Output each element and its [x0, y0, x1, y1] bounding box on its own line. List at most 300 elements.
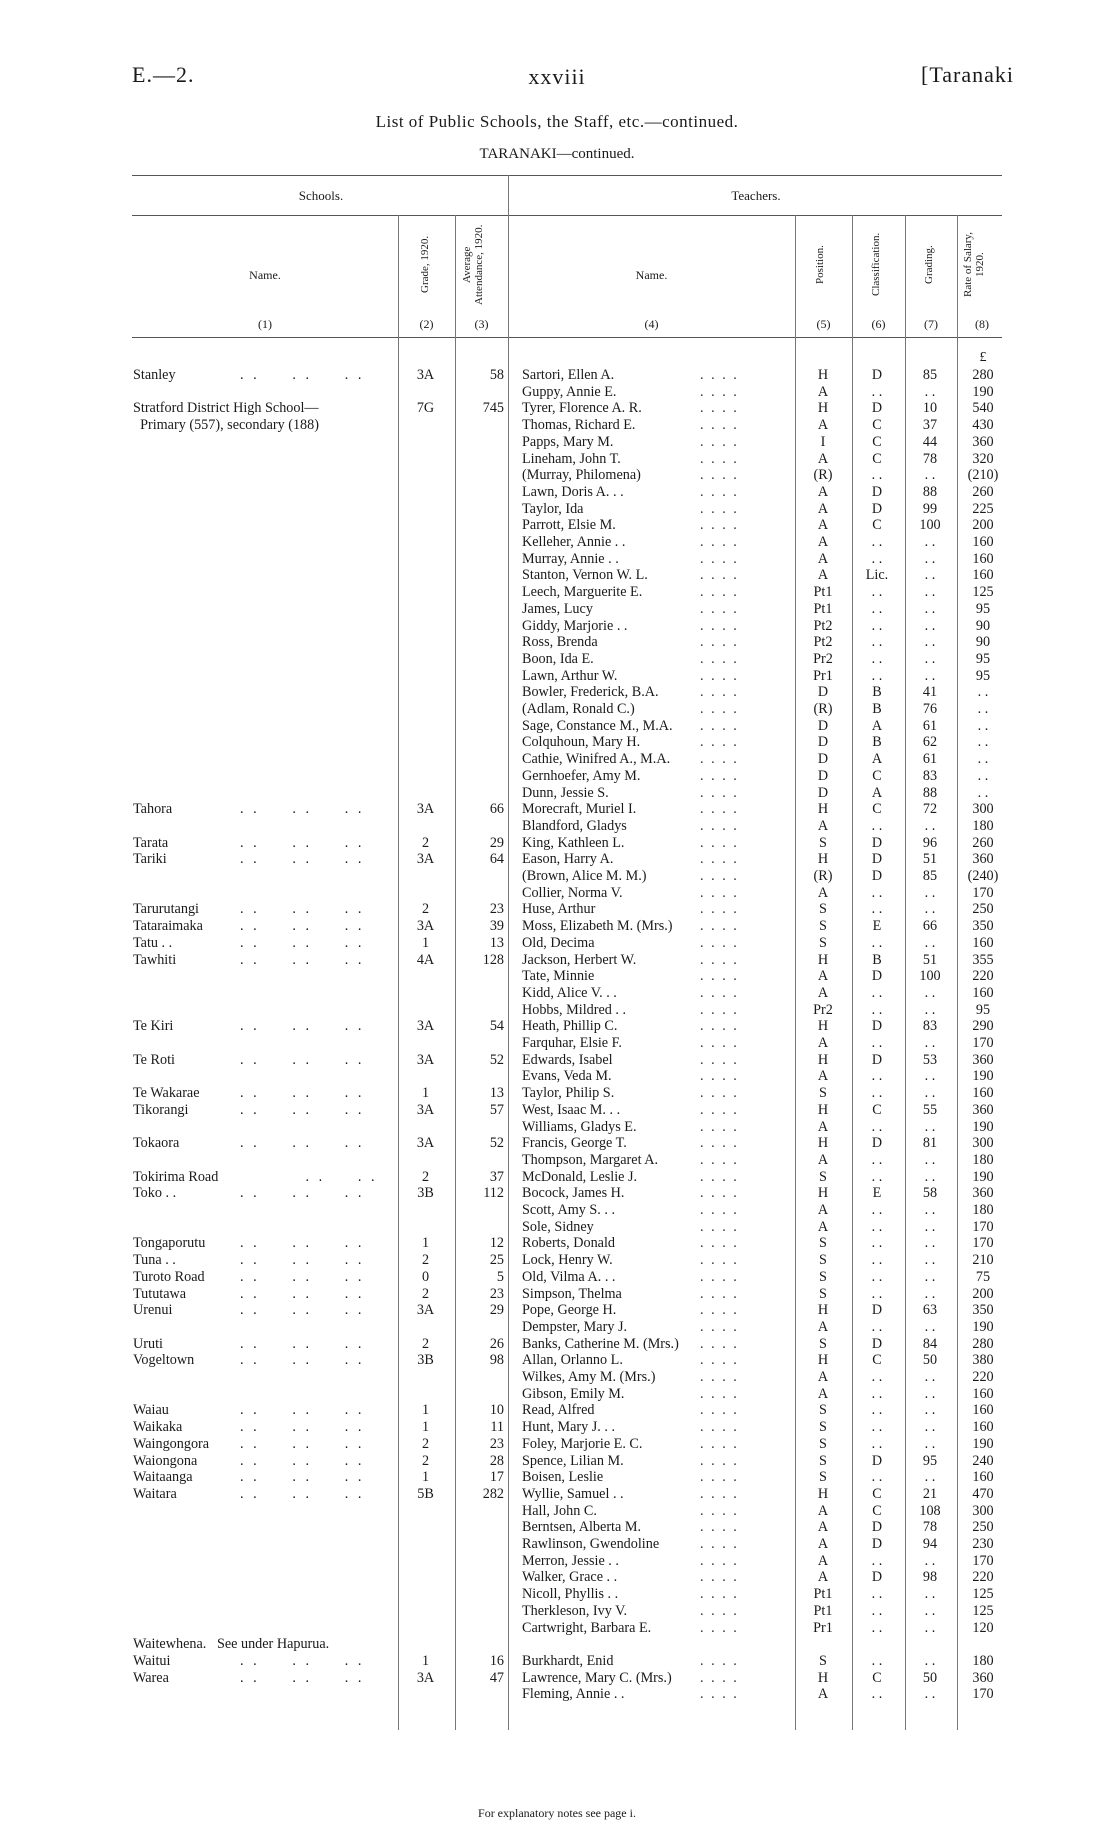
page-number: xxviii	[528, 64, 586, 89]
leader-dots: . . . .	[700, 450, 739, 467]
teacher-grading: . .	[924, 1402, 936, 1419]
leader-dots: . . . .	[700, 1352, 739, 1369]
column-number-6: (6)	[871, 317, 886, 331]
teacher-classification: D	[871, 400, 883, 417]
table-row	[0, 835, 1114, 852]
leader-dots: . . . .	[700, 1335, 739, 1352]
teacher-classification: . .	[871, 1252, 883, 1269]
teacher-name: Lawn, Doris A. . .	[522, 483, 624, 500]
teacher-position: H	[817, 367, 829, 383]
leader-dots: . . . .	[700, 834, 739, 851]
leader-dots: . . . .	[700, 534, 739, 550]
leader-dots: . . . .	[700, 1085, 739, 1102]
table-row	[0, 818, 1114, 835]
leader-dots: . . . .	[700, 868, 739, 884]
school-attendance: 64	[489, 851, 504, 868]
teacher-name: Evans, Veda M.	[522, 1068, 612, 1085]
teacher-name: Read, Alfred	[522, 1402, 595, 1419]
table-row	[0, 801, 1114, 818]
school-name: Waitui	[133, 1652, 171, 1669]
column-header-classification: Classification.	[870, 232, 882, 297]
teacher-name: Blandford, Gladys	[522, 817, 627, 834]
teacher-classification: C	[872, 1352, 882, 1369]
leader-dots: . . . .	[700, 1519, 739, 1536]
table-row	[0, 935, 1114, 952]
table-row	[0, 400, 1114, 417]
teacher-salary: 160	[972, 1402, 994, 1419]
school-name: Tariki	[133, 851, 167, 868]
teacher-grading: 61	[922, 717, 938, 734]
teacher-classification: . .	[871, 667, 883, 684]
teacher-salary: 180	[972, 817, 994, 834]
teacher-position: A	[817, 1369, 829, 1385]
teacher-grading: . .	[924, 1686, 936, 1703]
table-row	[0, 1503, 1114, 1520]
teacher-position: H	[817, 1485, 829, 1502]
teacher-grading: . .	[924, 534, 936, 550]
school-dots: . . . . . .	[240, 1419, 365, 1436]
teacher-position: A	[817, 1552, 829, 1569]
table-row	[0, 1419, 1114, 1436]
teacher-classification: . .	[871, 1001, 883, 1018]
teacher-position: S	[819, 1285, 827, 1302]
leader-dots: . . . .	[700, 433, 739, 450]
school-attendance: 37	[489, 1168, 504, 1185]
teacher-name: Colquhoun, Mary H.	[522, 734, 641, 751]
teacher-classification: A	[871, 784, 883, 801]
school-grade: 3A	[416, 1135, 435, 1152]
table-row	[0, 1436, 1114, 1453]
school-attendance: 745	[482, 400, 504, 417]
teacher-salary: 160	[972, 1085, 994, 1102]
teacher-classification: . .	[871, 550, 883, 567]
school-name: Tatu . .	[133, 934, 173, 951]
teacher-classification: . .	[871, 1619, 883, 1636]
teacher-name: Wyllie, Samuel . .	[522, 1485, 624, 1502]
school-attendance: 12	[489, 1235, 504, 1252]
teacher-salary: 160	[972, 1385, 994, 1402]
leader-dots: . . . .	[700, 918, 739, 935]
column-number-1: (1)	[258, 317, 272, 331]
teacher-position: S	[819, 901, 827, 918]
school-attendance: 23	[489, 1435, 504, 1452]
teacher-name: Eason, Harry A.	[522, 851, 614, 868]
teacher-grading: . .	[924, 550, 936, 567]
teacher-classification: D	[871, 1135, 883, 1152]
teacher-salary: 160	[972, 567, 994, 584]
teacher-salary: 170	[972, 1218, 994, 1235]
teacher-position: S	[819, 1335, 827, 1352]
teacher-position: S	[819, 1652, 827, 1669]
teacher-grading: . .	[924, 1168, 936, 1185]
school-attendance: 13	[489, 1085, 504, 1102]
teacher-name: Taylor, Philip S.	[522, 1085, 615, 1102]
school-name: Tokirima Road	[133, 1168, 219, 1185]
table-row	[0, 634, 1114, 651]
teacher-name: Cathie, Winifred A., M.A.	[522, 751, 671, 768]
teacher-name: (Murray, Philomena)	[522, 467, 641, 484]
table-row	[0, 1052, 1114, 1069]
teacher-classification: D	[871, 851, 883, 868]
teacher-position: S	[819, 1168, 827, 1185]
teacher-classification: D	[871, 1452, 883, 1469]
table-row	[0, 1569, 1114, 1586]
column-number-7: (7)	[924, 317, 938, 331]
school-grade: 3A	[416, 367, 435, 383]
teacher-name: Allan, Orlanno L.	[522, 1352, 623, 1369]
teacher-grading: . .	[924, 1085, 936, 1102]
page-header-right: [Taranaki	[921, 62, 1014, 87]
teacher-position: H	[817, 851, 829, 868]
teacher-classification: . .	[871, 1235, 883, 1252]
table-row	[0, 1336, 1114, 1353]
teacher-classification: . .	[871, 1068, 883, 1085]
teacher-name: Ross, Brenda	[522, 634, 598, 651]
teacher-grading: 94	[922, 1536, 938, 1552]
teacher-position: A	[817, 500, 829, 517]
table-row	[0, 567, 1114, 584]
teacher-grading: 63	[922, 1302, 938, 1319]
teacher-position: H	[817, 801, 829, 818]
table-row	[0, 751, 1114, 768]
school-dots: . . . . . .	[240, 1335, 365, 1352]
teacher-name: Banks, Catherine M. (Mrs.)	[522, 1335, 679, 1352]
teacher-position: Pt2	[813, 617, 833, 634]
table-row	[0, 384, 1114, 401]
teacher-salary: 360	[972, 851, 994, 868]
teacher-classification: C	[872, 1101, 882, 1118]
leader-dots: . . . .	[700, 1452, 739, 1469]
table-row	[0, 1319, 1114, 1336]
school-grade: 2	[421, 834, 430, 851]
school-grade: 2	[421, 1252, 430, 1269]
table-row	[0, 1586, 1114, 1603]
teacher-position: A	[817, 1068, 829, 1085]
table-row	[0, 1636, 1114, 1653]
teacher-position: A	[817, 417, 829, 434]
teacher-name: Bowler, Frederick, B.A.	[522, 684, 659, 701]
teacher-name: Thompson, Margaret A.	[522, 1151, 659, 1168]
teacher-salary: (240)	[967, 868, 999, 884]
teacher-name: Simpson, Thelma	[522, 1285, 622, 1302]
teacher-salary: 95	[975, 1001, 991, 1018]
table-row	[0, 1002, 1114, 1019]
teacher-name: Lawn, Arthur W.	[522, 667, 618, 684]
table-row	[0, 451, 1114, 468]
teacher-position: H	[817, 400, 829, 417]
leader-dots: . . . .	[700, 851, 739, 868]
teacher-salary: 190	[972, 1318, 994, 1335]
teacher-grading: 83	[922, 767, 938, 784]
teacher-grading: . .	[924, 1001, 936, 1018]
teacher-salary: 220	[972, 968, 994, 985]
leader-dots: . . . .	[700, 968, 739, 985]
teacher-name: Lock, Henry W.	[522, 1252, 613, 1269]
teacher-grading: . .	[924, 1619, 936, 1636]
teacher-position: A	[817, 517, 829, 534]
teacher-position: A	[817, 1519, 829, 1536]
teacher-name: Foley, Marjorie E. C.	[522, 1435, 643, 1452]
column-header-teacher-name: Name.	[635, 268, 668, 282]
teacher-position: S	[819, 1268, 827, 1285]
table-row	[0, 918, 1114, 935]
teacher-position: S	[819, 1402, 827, 1419]
teacher-salary: . .	[977, 734, 989, 751]
teacher-position: A	[817, 1536, 829, 1552]
teacher-grading: 100	[919, 517, 941, 534]
teacher-position: A	[817, 1035, 829, 1051]
teacher-classification: . .	[871, 634, 883, 651]
teacher-grading: 53	[922, 1051, 938, 1068]
table-row	[0, 601, 1114, 618]
school-attendance: 282	[482, 1485, 504, 1502]
school-grade: 3A	[416, 1302, 435, 1319]
teacher-classification: . .	[871, 984, 883, 1001]
teacher-name: Jackson, Herbert W.	[522, 951, 637, 968]
teacher-salary: 360	[972, 433, 994, 450]
table-row	[0, 684, 1114, 701]
school-attendance: 47	[489, 1669, 504, 1686]
teacher-grading: . .	[924, 1419, 936, 1436]
teacher-grading: 96	[922, 834, 938, 851]
leader-dots: . . . .	[700, 1252, 739, 1269]
school-name: Tuna . .	[133, 1252, 176, 1269]
teacher-classification: . .	[871, 1469, 883, 1486]
school-name: Urenui	[133, 1302, 173, 1319]
leader-dots: . . . .	[700, 1536, 739, 1552]
school-dots: . . . . . .	[240, 1101, 365, 1118]
teacher-grading: . .	[924, 1202, 936, 1218]
leader-dots: . . . .	[700, 1218, 739, 1235]
teacher-position: A	[817, 383, 829, 400]
school-attendance: 10	[489, 1402, 504, 1419]
teacher-salary: 160	[972, 550, 994, 567]
table-row	[0, 1102, 1114, 1119]
teacher-name: Guppy, Annie E.	[522, 383, 617, 400]
group-rule	[132, 215, 1002, 216]
table-row	[0, 551, 1114, 568]
teacher-classification: Lic.	[865, 567, 889, 584]
teacher-classification: . .	[871, 1202, 883, 1218]
teacher-grading: . .	[924, 1469, 936, 1486]
table-row	[0, 434, 1114, 451]
page-header-left: E.—2.	[132, 62, 195, 87]
table-row	[0, 1119, 1114, 1136]
leader-dots: . . . .	[700, 567, 739, 584]
teacher-grading: 78	[922, 1519, 938, 1536]
teacher-classification: . .	[871, 1118, 883, 1135]
school-attendance: 17	[489, 1469, 504, 1486]
leader-dots: . . . .	[700, 717, 739, 734]
column-header-grading: Grading.	[923, 245, 935, 284]
teacher-salary: 190	[972, 1435, 994, 1452]
teacher-grading: 50	[922, 1669, 938, 1686]
teacher-classification: E	[872, 918, 882, 935]
teacher-name: Hunt, Mary J. . .	[522, 1419, 616, 1436]
leader-dots: . . . .	[700, 734, 739, 751]
school-attendance: 57	[489, 1101, 504, 1118]
leader-dots: . . . .	[700, 1185, 739, 1202]
teacher-position: A	[817, 567, 829, 584]
school-grade: 5B	[417, 1485, 434, 1502]
teacher-salary: 95	[975, 650, 991, 667]
leader-dots: . . . .	[700, 1552, 739, 1569]
table-row	[0, 985, 1114, 1002]
teacher-salary: 170	[972, 884, 994, 901]
leader-dots: . . . .	[700, 801, 739, 818]
table-row	[0, 868, 1114, 885]
teacher-name: (Brown, Alice M. M.)	[522, 868, 647, 884]
teacher-grading: . .	[924, 901, 936, 918]
teacher-name: Dunn, Jessie S.	[522, 784, 609, 801]
teacher-classification: . .	[871, 1085, 883, 1102]
leader-dots: . . . .	[700, 884, 739, 901]
table-row	[0, 1369, 1114, 1386]
leader-dots: . . . .	[700, 1686, 739, 1703]
teacher-classification: C	[872, 417, 882, 434]
leader-dots: . . . .	[700, 500, 739, 517]
teacher-name: McDonald, Leslie J.	[522, 1168, 638, 1185]
school-name: Waingongora	[133, 1435, 210, 1452]
table-row	[0, 367, 1114, 384]
teacher-position: D	[817, 684, 829, 701]
leader-dots: . . . .	[700, 1101, 739, 1118]
teacher-position: H	[817, 1185, 829, 1202]
table-row	[0, 1553, 1114, 1570]
school-dots: . . . . . .	[240, 1669, 365, 1686]
teacher-classification: . .	[871, 884, 883, 901]
teacher-position: S	[819, 1235, 827, 1252]
school-grade: 2	[421, 1452, 430, 1469]
school-name: Primary (557), secondary (188)	[133, 417, 319, 434]
school-name: Tarata	[133, 834, 169, 851]
teacher-grading: . .	[924, 634, 936, 651]
school-name: Waikaka	[133, 1419, 183, 1436]
teacher-classification: . .	[871, 1035, 883, 1051]
teacher-grading: . .	[924, 467, 936, 484]
teacher-position: (R)	[813, 701, 833, 717]
teacher-name: Tate, Minnie	[522, 968, 595, 985]
teacher-grading: . .	[924, 1652, 936, 1669]
leader-dots: . . . .	[700, 767, 739, 784]
teacher-salary: 90	[975, 617, 991, 634]
teacher-classification: B	[872, 951, 882, 968]
teacher-classification: D	[871, 1051, 883, 1068]
leader-dots: . . . .	[700, 701, 739, 717]
teacher-name: Edwards, Isabel	[522, 1051, 613, 1068]
table-row	[0, 851, 1114, 868]
teacher-name: King, Kathleen L.	[522, 834, 625, 851]
teacher-name: Old, Decima	[522, 934, 595, 951]
teacher-grading: 51	[922, 851, 938, 868]
leader-dots: . . . .	[700, 934, 739, 951]
teacher-salary: 220	[972, 1569, 994, 1586]
teacher-position: S	[819, 1435, 827, 1452]
leader-dots: . . . .	[700, 1569, 739, 1586]
teacher-name: Pope, George H.	[522, 1302, 617, 1319]
teacher-classification: C	[872, 1502, 882, 1519]
school-dots: . . . . . .	[240, 851, 365, 868]
teacher-name: Berntsen, Alberta M.	[522, 1519, 641, 1536]
table-row	[0, 651, 1114, 668]
school-attendance: 5	[496, 1268, 504, 1285]
teacher-classification: D	[871, 1335, 883, 1352]
school-name: Waitara	[133, 1485, 177, 1502]
teacher-classification: . .	[871, 1402, 883, 1419]
teacher-salary: 190	[972, 1068, 994, 1085]
leader-dots: . . . .	[700, 1151, 739, 1168]
table-row	[0, 785, 1114, 802]
teacher-position: S	[819, 1419, 827, 1436]
page-subtitle: TARANAKI—continued.	[479, 146, 635, 162]
school-name: Te Wakarae	[133, 1085, 200, 1102]
school-name: Vogeltown	[133, 1352, 195, 1369]
school-grade: 1	[421, 1469, 430, 1486]
school-grade: 3B	[417, 1352, 434, 1369]
leader-dots: . . . .	[700, 784, 739, 801]
school-dots: . . . . . .	[240, 1302, 365, 1319]
table-row	[0, 701, 1114, 718]
teacher-salary: 125	[972, 1602, 994, 1619]
table-row	[0, 1670, 1114, 1687]
teacher-grading: 55	[922, 1101, 938, 1118]
teacher-salary: 90	[975, 634, 991, 651]
teacher-name: Merron, Jessie . .	[522, 1552, 619, 1569]
table-row	[0, 1519, 1114, 1536]
teacher-classification: D	[871, 1519, 883, 1536]
teacher-position: A	[817, 1202, 829, 1218]
teacher-classification: . .	[871, 1652, 883, 1669]
school-attendance: 25	[489, 1252, 504, 1269]
school-dots: . . . . . .	[240, 951, 365, 968]
school-dots: . . . . . .	[240, 934, 365, 951]
teacher-salary: 180	[972, 1202, 994, 1218]
teacher-grading: 58	[922, 1185, 938, 1202]
teacher-name: Taylor, Ida	[522, 500, 584, 517]
school-dots: . . . . . .	[240, 1652, 365, 1669]
teacher-salary: 260	[972, 483, 994, 500]
school-name: Tataraimaka	[133, 918, 203, 935]
teacher-name: Cartwright, Barbara E.	[522, 1619, 652, 1636]
school-dots: . . . . . .	[240, 367, 365, 383]
teacher-name: (Adlam, Ronald C.)	[522, 701, 635, 717]
teacher-salary: 160	[972, 984, 994, 1001]
leader-dots: . . . .	[700, 1586, 739, 1603]
school-name: Tawhiti	[133, 951, 177, 968]
teacher-position: Pr2	[813, 1001, 833, 1018]
teacher-position: A	[817, 483, 829, 500]
school-grade: 2	[421, 1285, 430, 1302]
teacher-position: S	[819, 918, 827, 935]
leader-dots: . . . .	[700, 400, 739, 417]
teacher-position: S	[819, 834, 827, 851]
column-header-position: Position.	[814, 245, 826, 284]
table-row	[0, 885, 1114, 902]
school-dots: . . . . . .	[240, 1185, 365, 1202]
school-attendance: 23	[489, 1285, 504, 1302]
teacher-position: A	[817, 968, 829, 985]
school-dots: . . . . . .	[240, 1252, 365, 1269]
teacher-salary: 300	[972, 1135, 994, 1152]
leader-dots: . . . .	[700, 634, 739, 651]
school-dots: . . . . . .	[240, 1402, 365, 1419]
teacher-salary: 300	[972, 1502, 994, 1519]
teacher-salary: 170	[972, 1035, 994, 1051]
teacher-name: Wilkes, Amy M. (Mrs.)	[522, 1369, 656, 1385]
school-name: Waiau	[133, 1402, 169, 1419]
school-name: Te Roti	[133, 1051, 175, 1068]
footnote: For explanatory notes see page i.	[478, 1806, 636, 1820]
